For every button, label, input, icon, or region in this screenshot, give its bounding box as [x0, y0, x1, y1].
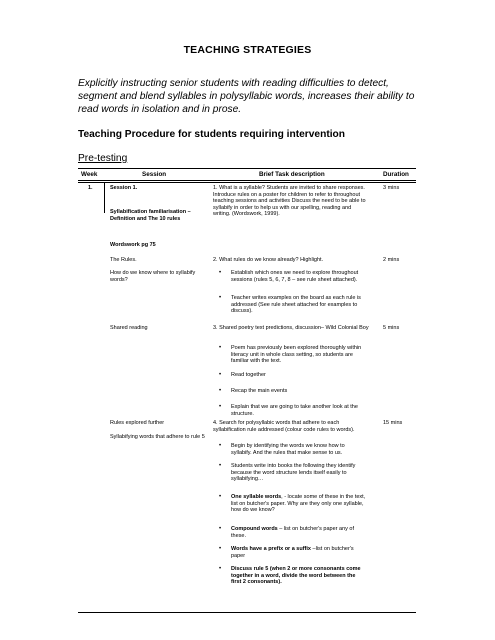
header-double-rule — [78, 180, 416, 183]
session-title: The Rules. — [110, 257, 137, 263]
bullet-icon: • — [219, 546, 222, 552]
header-task: Brief Task description — [259, 171, 325, 178]
intro-paragraph: Explicitly instructing senior students with reading difficulties to detect, segment and blend syllables in polysyllabic words, increases their ability to read words in isolation and in prose. — [78, 78, 415, 115]
week-column-divider — [104, 183, 105, 213]
bullet-icon: • — [219, 443, 222, 449]
procedure-heading: Teaching Procedure for students requiring intervention — [78, 129, 345, 140]
bullet-icon: • — [219, 404, 222, 410]
session-title: Rules explored further — [110, 420, 165, 426]
bullet-icon: • — [219, 566, 222, 572]
task-description: 3. Shared poetry text predictions, discussion– Wild Colonial Boy — [213, 325, 369, 331]
bullet-icon: • — [219, 526, 222, 532]
bullet-icon: • — [219, 270, 222, 276]
pretesting-subheading: Pre-testing — [78, 153, 128, 164]
task-description: 2. What rules do we know already? Highlight. — [213, 257, 324, 263]
bullet-icon: • — [219, 295, 222, 301]
week-number: 1. — [88, 185, 93, 191]
duration: 2 mins — [383, 257, 400, 263]
bullet-list: • Poem has previously been explored thoroughly within literacy unit in whole class setting, so students are familiar with the text. • Read together • Recap the main events • Explain that we are going to take another look at the structure. — [219, 345, 362, 417]
bullet-icon: • — [219, 372, 222, 378]
task-description: 4. Search for polysyllabic words that adhere to each syllabification rule addressed (colour code rules to words). — [213, 420, 355, 433]
table-bottom-rule — [78, 612, 416, 613]
session-reference: Wordswork pg 75 — [110, 242, 156, 248]
duration: 15 mins — [383, 420, 403, 426]
header-session: Session — [142, 171, 167, 178]
bullet-list: • Begin by identifying the words we know how to syllabify. And the rules that make sense to us. • Students write into books the following they identify because the word structure lends itself easily to syllabifying… • One syllable words, - locate some of these in the text, list on butcher's paper. Why are they only one syllable, how do we know? • Compound words – list on butcher's paper any of these. • Words have a prefix or a suffix –list on butcher's paper • Discuss rule 5 (when 2 or more consonants come together in a word, divide the word between the first 2 consonants). — [219, 443, 366, 585]
session-subtitle: Syllabifying words that adhere to rule 5 — [110, 434, 205, 440]
page-title: TEACHING STRATEGIES — [183, 44, 312, 56]
bullet-icon: • — [219, 494, 222, 500]
header-week: Week — [81, 171, 98, 178]
session-question: How do we know where to syllabify words? — [110, 270, 196, 283]
bullet-list: • Establish which ones we need to explore throughout sessions (rules 5, 6, 7, 8 – see rule sheet attached). • Teacher writes examples on the board as each rule is addressed (See rule sheet attached for examples to discuss). — [219, 270, 361, 314]
session-title: Session 1. — [110, 185, 138, 191]
session-title: Shared reading — [110, 325, 148, 331]
duration: 5 mins — [383, 325, 400, 331]
bullet-icon: • — [219, 345, 222, 351]
duration: 3 mins — [383, 185, 400, 191]
task-description: 1. What is a syllable? Students are invited to share responses. Introduce rules on a poster for children to refer to throughout teaching sessions and activities Discuss the need to be able to syllabify in order to help us with our spelling, reading and writing. (Wordswork, 1999). — [213, 185, 366, 217]
bullet-icon: • — [219, 388, 222, 394]
table-top-rule — [78, 168, 416, 169]
session-focus: Syllabification familiarisation – Definition and The 10 rules — [110, 209, 191, 222]
header-duration: Duration — [383, 171, 409, 178]
bullet-icon: • — [219, 463, 222, 469]
